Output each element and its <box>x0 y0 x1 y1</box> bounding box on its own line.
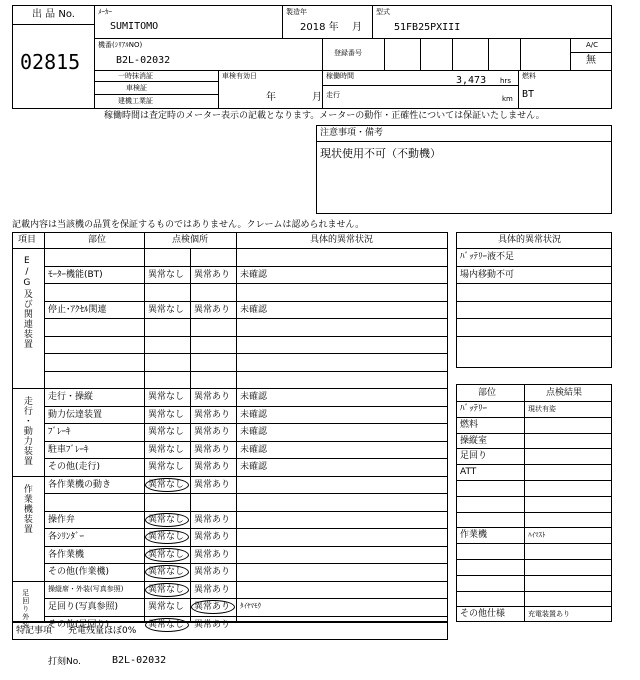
year-value: 2018 年 <box>300 22 339 33</box>
maker-label: ﾒｰｶｰ <box>98 8 112 16</box>
row-part: 各作業機 <box>48 549 85 560</box>
row-ok-option: 異常なし <box>148 584 185 595</box>
row-part: その他(足回り) <box>48 619 110 630</box>
result-part: ATT <box>460 467 477 478</box>
row-ng-option: 異常あり <box>194 392 231 402</box>
results-header-part: 部位 <box>478 388 497 398</box>
header-category: 項目 <box>18 235 37 245</box>
row-part: 各作業機の動き <box>48 479 112 490</box>
header-points: 点検個所 <box>172 235 209 245</box>
reg-label: 登録番号 <box>334 49 362 57</box>
row-part: 各ｼﾘﾝﾀﾞｰ <box>48 532 85 542</box>
row-ok-option: 異常なし <box>148 427 185 437</box>
row-detail: 未確認 <box>240 409 268 420</box>
row-ng-option: 異常あり <box>194 269 231 280</box>
row-part: 駐車ﾌﾞﾚｰｷ <box>48 444 89 455</box>
hours-unit: hrs <box>500 77 511 85</box>
serial-value: B2L-02032 <box>116 55 171 66</box>
row-part: その他(作業機) <box>48 567 110 577</box>
row-ng-option: 異常あり <box>194 549 231 560</box>
row-ng-option: 異常あり <box>194 479 231 490</box>
circle-mark <box>145 548 189 562</box>
row-detail: 未確認 <box>240 427 268 437</box>
year-label: 製造年 <box>286 8 307 16</box>
result-value: 充電装置あり <box>528 610 570 619</box>
row-ng-option: 異常あり <box>194 567 231 577</box>
row-ok-option: 異常なし <box>148 392 185 402</box>
hours-label: 稼働時間 <box>326 72 354 80</box>
inspection-label: 車検有効日 <box>222 72 257 80</box>
disclaimer: 記載内容は当該機の品質を保証するものではありません。クレームは認められません。 <box>12 220 365 230</box>
fuel-value: BT <box>522 89 535 100</box>
row-ng-option: 異常あり <box>194 304 231 315</box>
row-ok-option: 異常なし <box>148 549 185 560</box>
maker-value: SUMITOMO <box>110 21 159 32</box>
stamp-value: B2L-02032 <box>112 655 167 666</box>
row-ng-option: 異常あり <box>194 409 231 420</box>
circle-mark <box>191 600 235 614</box>
result-part: その他仕様 <box>460 609 506 620</box>
circle-mark <box>145 513 189 527</box>
row-detail: 未確認 <box>240 462 268 472</box>
results-box <box>456 384 612 622</box>
result-part: 燃料 <box>460 419 479 430</box>
row-part: その他(走行) <box>48 462 101 472</box>
right-details-header: 具体的異常状況 <box>498 235 562 245</box>
result-part: ﾊﾞｯﾃﾘｰ <box>460 404 488 414</box>
row-part: 走行・操縦 <box>48 392 94 402</box>
stamp-label: 打刻No. <box>48 657 81 667</box>
section-label: E/G及び関連装置 <box>21 256 32 349</box>
remarks-text: 現状使用不可（不動機） <box>320 147 441 160</box>
row-part: ﾓｰﾀｰ機能(BT) <box>48 269 103 280</box>
special-label: 特記事項 <box>16 626 53 636</box>
lot-label: 出 品 No. <box>32 9 75 20</box>
result-part: 操縦室 <box>460 435 488 446</box>
special-text: 充電残量ほぼ0% <box>68 626 137 636</box>
row-ok-option: 異常なし <box>148 304 185 315</box>
header-part: 部位 <box>88 235 107 245</box>
row-ng-option: 異常あり <box>194 532 231 542</box>
km-label: 走行 <box>326 91 340 99</box>
circle-mark <box>145 530 189 544</box>
serial-label: 機番(ｼﾘｱﾙNO) <box>98 41 143 49</box>
row-detail: 未確認 <box>240 304 268 315</box>
model-value: 51FB25PXIII <box>394 22 461 33</box>
remarks-box <box>316 125 612 214</box>
row-ok-option: 異常なし <box>148 602 185 612</box>
row-part: 動力伝達装置 <box>48 409 103 420</box>
year-month-unit: 月 <box>352 22 362 33</box>
row-ok-option: 異常なし <box>148 269 185 280</box>
row-ng-option: 異常あり <box>194 427 231 437</box>
model-label: 型式 <box>376 8 390 16</box>
row-ok-option: 異常なし <box>148 409 185 420</box>
result-part: 足回り <box>460 451 488 462</box>
row-ok-option: 異常なし <box>148 462 185 472</box>
right-detail-line: 場内移動不可 <box>460 269 515 280</box>
result-part: 作業機 <box>460 530 488 541</box>
row-detail: ﾀｲﾔﾏﾓｳ <box>240 602 261 610</box>
inspection-year-unit: 年 <box>266 92 276 103</box>
row-ok-option: 異常なし <box>148 567 185 577</box>
row-ng-option: 異常あり <box>194 514 231 525</box>
right-detail-line: ﾊﾞｯﾃﾘｰ液不足 <box>460 252 515 262</box>
section-label: 足回り外装 <box>21 588 30 629</box>
result-value: 現状有姿 <box>528 405 556 413</box>
row-part: 操縦席・外装(写真参照) <box>48 584 124 593</box>
inspection-month-unit: 月 <box>312 92 322 103</box>
ac-value: 無 <box>586 55 596 66</box>
row-detail: 未確認 <box>240 444 268 455</box>
section-label: 走行・動力装置 <box>21 396 32 466</box>
cert-label-2: 車検証 <box>126 84 147 92</box>
row-ng-option: 異常あり <box>194 602 231 612</box>
row-ok-option: 異常なし <box>148 514 185 525</box>
results-header-result: 点検結果 <box>546 388 583 398</box>
row-part: ﾌﾞﾚｰｷ <box>48 427 71 437</box>
remarks-label: 注意事項・備考 <box>320 128 384 138</box>
cert-label-3: 建機工業証 <box>118 97 153 105</box>
km-unit: km <box>502 95 513 103</box>
result-value: ﾊｲﾏｽﾄ <box>528 531 546 540</box>
cert-label-1: 一時抹消証 <box>118 72 153 80</box>
circle-mark <box>145 565 189 579</box>
section-label: 作業機装置 <box>21 483 32 534</box>
fuel-label: 燃料 <box>522 72 536 80</box>
lot-number: 02815 <box>20 50 81 74</box>
row-ng-option: 異常あり <box>194 584 231 595</box>
row-ng-option: 異常あり <box>194 619 231 630</box>
row-ok-option: 異常なし <box>148 619 185 630</box>
row-detail: 未確認 <box>240 269 268 280</box>
row-ng-option: 異常あり <box>194 462 231 472</box>
header-details: 具体的異常状況 <box>310 235 374 245</box>
row-ok-option: 異常なし <box>148 479 185 490</box>
ac-label: A/C <box>586 41 599 49</box>
circle-mark <box>145 478 189 492</box>
row-ok-option: 異常なし <box>148 444 185 455</box>
row-part: 停止･ｱｸｾﾙ関連 <box>48 304 107 315</box>
hours-value: 3,473 <box>456 75 487 86</box>
row-detail: 未確認 <box>240 392 268 402</box>
row-ng-option: 異常あり <box>194 444 231 455</box>
row-part: 操作弁 <box>48 514 76 525</box>
hours-note: 稼働時間は査定時のメーター表示の記載となります。メーターの動作・正確性については保証いたしません。 <box>104 111 545 121</box>
row-ok-option: 異常なし <box>148 532 185 542</box>
circle-mark <box>145 583 189 597</box>
row-part: 足回り(写真参照) <box>48 602 119 612</box>
